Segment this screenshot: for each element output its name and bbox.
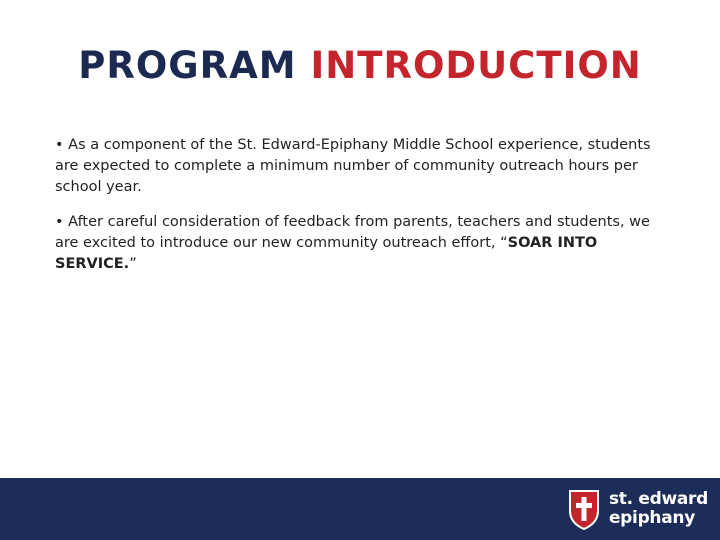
title-word-program: PROGRAM [78,44,297,87]
shield-cross-icon [567,487,601,531]
closing-quote: ” [129,256,137,272]
program-name: SOAR INTO SERVICE. [55,235,598,272]
paragraph-2-text: • After careful consideration of feedback from parents, teachers and students, we are excited to introduce our new community outreach effort, “ [55,214,650,251]
slide-title [0,44,720,87]
slide-body [55,135,670,289]
title-word-introduction: INTRODUCTION [310,44,642,87]
school-logo [567,487,708,531]
bullet-paragraph-1: • As a component of the St. Edward-Epiphany Middle School experience, students are expected to complete a minimum number of community outreach hours per school year. [55,137,651,195]
logo-line-1: st. edward [608,489,708,509]
bullet-paragraph-2 [55,212,670,275]
logo-line-2: epiphany [608,508,695,528]
logo-text [609,490,708,528]
footer-bar [0,478,720,540]
